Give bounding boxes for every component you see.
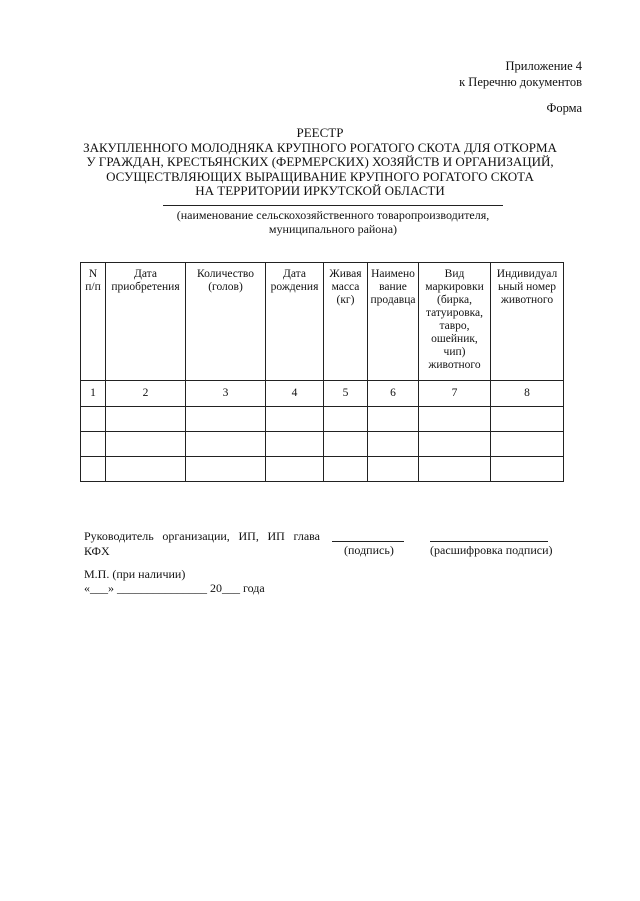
form-label: Форма: [546, 101, 582, 115]
table-cell[interactable]: [81, 432, 106, 457]
title-line-3: У ГРАЖДАН, КРЕСТЬЯНСКИХ (ФЕРМЕРСКИХ) ХОЗЯЙСТВ И ОРГАНИЗАЦИЙ,: [86, 154, 554, 169]
column-number: 3: [186, 381, 266, 407]
table-cell[interactable]: [266, 457, 324, 482]
column-header-line: рождения: [270, 281, 319, 293]
column-header: [186, 263, 266, 381]
column-header: [368, 263, 419, 381]
column-number: 5: [324, 381, 368, 407]
table-row: [81, 432, 564, 457]
table-cell[interactable]: [186, 407, 266, 432]
column-header-line: продавца: [370, 294, 416, 306]
signatory-label-word: организации,: [162, 529, 230, 543]
column-number: 8: [491, 381, 564, 407]
signatory-label-word: ИП: [267, 529, 285, 543]
column-header-line: масса: [331, 281, 360, 293]
column-header-line: Количество: [197, 268, 254, 280]
annex-number: Приложение 4: [505, 59, 582, 73]
column-number: 4: [266, 381, 324, 407]
column-header-line: Дата: [134, 268, 157, 280]
column-header-line: Дата: [283, 268, 306, 280]
column-header-line: Наимено: [371, 268, 415, 280]
title-line-2: ЗАКУПЛЕННОГО МОЛОДНЯКА КРУПНОГО РОГАТОГО СКОТА ДЛЯ ОТКОРМА: [83, 139, 557, 155]
producer-name-caption: [140, 208, 526, 236]
title-line-4: ОСУЩЕСТВЛЯЮЩИХ ВЫРАЩИВАНИЕ КРУПНОГО РОГАТОГО СКОТА: [106, 168, 534, 184]
signature-field[interactable]: [332, 541, 404, 542]
table-row: [81, 407, 564, 432]
signatory-label-line-2: КФХ: [84, 544, 110, 558]
table-cell[interactable]: [186, 457, 266, 482]
table-cell[interactable]: [368, 407, 419, 432]
registry-table: [80, 262, 564, 482]
column-number: 2: [106, 381, 186, 407]
table-cell[interactable]: [81, 407, 106, 432]
column-number-row: [81, 381, 564, 407]
producer-caption-line-2: муниципального района): [268, 222, 398, 236]
table-cell[interactable]: [324, 432, 368, 457]
signatory-label-word: ИП,: [238, 529, 259, 543]
table-cell[interactable]: [266, 432, 324, 457]
table-cell[interactable]: [491, 407, 564, 432]
table-cell[interactable]: [419, 457, 491, 482]
column-header-line: животного: [500, 294, 554, 306]
stamp-label: М.П. (при наличии): [84, 567, 186, 581]
table-cell[interactable]: [266, 407, 324, 432]
column-header-line: татуировка,: [425, 307, 484, 319]
table-cell[interactable]: [491, 432, 564, 457]
table-cell[interactable]: [186, 432, 266, 457]
title-line-5: НА ТЕРРИТОРИИ ИРКУТСКОЙ ОБЛАСТИ: [195, 183, 445, 198]
table-cell[interactable]: [324, 407, 368, 432]
producer-name-line[interactable]: [163, 205, 503, 206]
signatory-label-word: Руководитель: [84, 529, 154, 543]
signature-caption: (подпись): [344, 543, 394, 557]
column-header: [324, 263, 368, 381]
annex-document-list: к Перечню документов: [459, 75, 582, 89]
column-header-line: чип): [443, 346, 466, 358]
table-cell[interactable]: [81, 457, 106, 482]
column-header-line: п/п: [85, 281, 101, 293]
table-cell[interactable]: [324, 457, 368, 482]
table-cell[interactable]: [106, 432, 186, 457]
table-cell[interactable]: [368, 432, 419, 457]
column-number: 1: [81, 381, 106, 407]
signature-decode-caption: (расшифровка подписи): [430, 543, 553, 557]
title-line-1: РЕЕСТР: [296, 125, 344, 140]
column-number: 6: [368, 381, 419, 407]
date-line[interactable]: «___» _______________ 20___ года: [84, 581, 265, 595]
table-row: [81, 457, 564, 482]
signatory-label-word: глава: [293, 529, 320, 543]
column-header-line: тавро,: [439, 320, 470, 332]
column-header-line: маркировки: [425, 281, 484, 293]
column-header-line: Вид: [444, 268, 465, 280]
column-header: [491, 263, 564, 381]
table-cell[interactable]: [419, 432, 491, 457]
table-cell[interactable]: [368, 457, 419, 482]
column-header-line: N: [88, 268, 98, 280]
column-header: [81, 263, 106, 381]
table-cell[interactable]: [419, 407, 491, 432]
column-header: [419, 263, 491, 381]
column-header-line: ошейник,: [431, 333, 478, 345]
column-header-line: ьный номер: [498, 281, 556, 293]
signatory-label-line-1: [84, 529, 320, 544]
table-cell[interactable]: [491, 457, 564, 482]
column-header-line: приобретения: [111, 281, 180, 293]
column-header-line: (бирка,: [437, 294, 472, 306]
column-header-line: животного: [428, 359, 481, 371]
table-header-row: [81, 263, 564, 381]
producer-caption-line-1: (наименование сельскохозяйственного товаропроизводителя,: [176, 208, 490, 222]
document-title: [60, 126, 580, 199]
table-cell[interactable]: [106, 457, 186, 482]
column-number: 7: [419, 381, 491, 407]
annex-reference: [459, 58, 582, 90]
column-header: [106, 263, 186, 381]
column-header-line: Индивидуал: [496, 268, 558, 280]
column-header: [266, 263, 324, 381]
table-cell[interactable]: [106, 407, 186, 432]
signatory-label: [84, 529, 320, 559]
column-header-line: Живая: [329, 268, 362, 280]
signature-decode-field[interactable]: [430, 541, 548, 542]
column-header-line: (кг): [336, 294, 355, 306]
column-header-line: вание: [379, 281, 407, 293]
column-header-line: (голов): [208, 281, 243, 293]
